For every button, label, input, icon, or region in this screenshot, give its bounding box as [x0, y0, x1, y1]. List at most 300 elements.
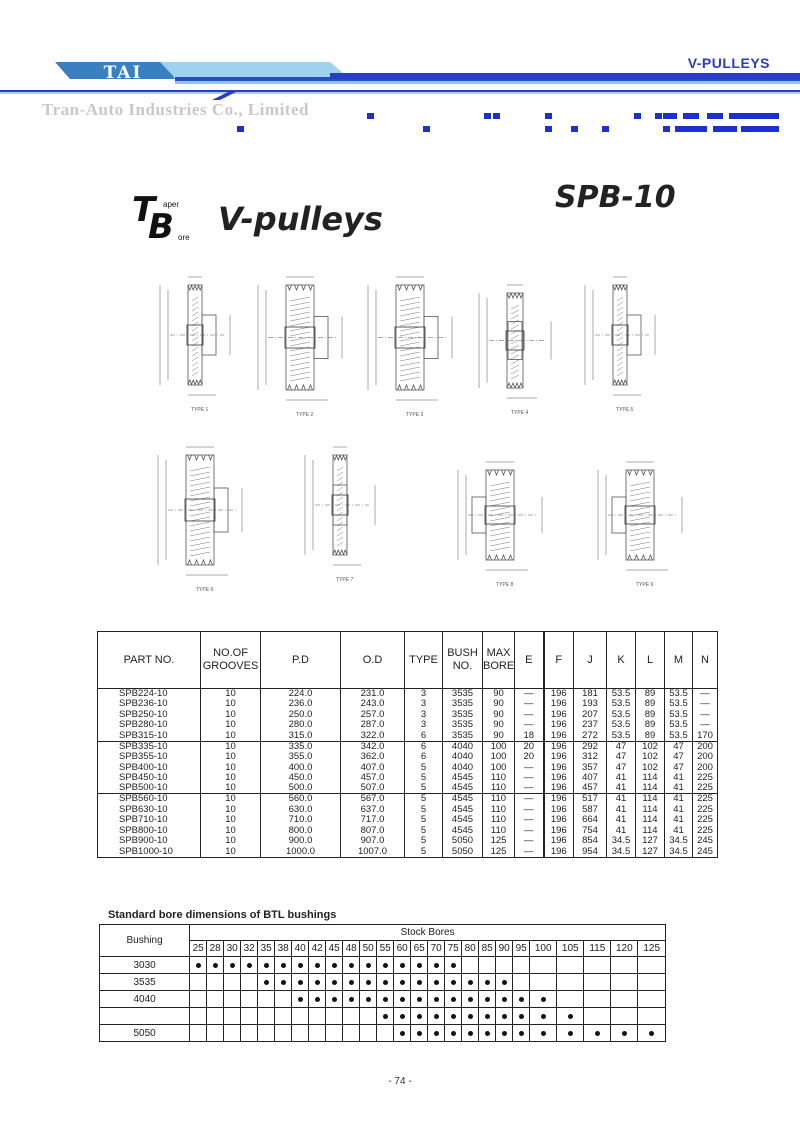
bore-cell — [411, 1025, 428, 1042]
table-cell: 200 — [693, 741, 718, 752]
table-cell: 3 — [405, 720, 443, 731]
table-cell: 280.0 — [261, 720, 341, 731]
bore-size: 95 — [513, 941, 530, 957]
page-header — [0, 0, 800, 130]
table-cell: 90 — [483, 720, 515, 731]
available-dot — [298, 980, 303, 985]
table-cell: — — [515, 826, 544, 837]
bore-cell — [360, 991, 377, 1008]
table-cell: 200 — [693, 762, 718, 773]
bore-size: 120 — [611, 941, 638, 957]
bore-cell — [394, 991, 411, 1008]
table-cell: 10 — [201, 773, 261, 784]
bore-cell — [326, 991, 343, 1008]
bore-cell — [326, 1008, 343, 1025]
bore-cell — [557, 1008, 584, 1025]
table-cell: 1000.0 — [261, 847, 341, 858]
table-cell: 47 — [665, 752, 693, 763]
table-cell: 196 — [544, 741, 574, 752]
available-dot — [264, 963, 269, 968]
table-cell: 507.0 — [341, 783, 405, 794]
available-dot — [485, 1031, 490, 1036]
table-cell: 3535 — [443, 720, 483, 731]
table-cell: 114 — [636, 794, 665, 805]
column-header: TYPE — [405, 632, 443, 689]
bore-cell — [241, 1025, 258, 1042]
bore-cell — [309, 1008, 326, 1025]
table-cell: 196 — [544, 805, 574, 816]
table-cell: 53.5 — [665, 710, 693, 721]
table-cell: 3 — [405, 689, 443, 700]
deco-square — [741, 126, 779, 132]
table-cell: 10 — [201, 805, 261, 816]
deco-square — [675, 126, 707, 132]
bore-cell — [557, 974, 584, 991]
bore-cell — [258, 991, 275, 1008]
table-cell: 53.5 — [665, 699, 693, 710]
table-cell: SPB236-10 — [98, 699, 201, 710]
available-dot — [451, 963, 456, 968]
table-cell: SPB900-10 — [98, 836, 201, 847]
available-dot — [315, 980, 320, 985]
column-header: O.D — [341, 632, 405, 689]
bore-cell — [530, 1008, 557, 1025]
bore-cell — [611, 991, 638, 1008]
section-title: V-PULLEYS — [687, 55, 770, 71]
table-row — [98, 752, 718, 763]
table-cell: SPB1000-10 — [98, 847, 201, 858]
table-cell: 10 — [201, 752, 261, 763]
bore-cell — [377, 957, 394, 974]
table-cell: 224.0 — [261, 689, 341, 700]
bore-size: 40 — [292, 941, 309, 957]
bore-cell — [411, 974, 428, 991]
column-header: NO.OF GROOVES — [201, 632, 261, 689]
table-cell: 196 — [544, 710, 574, 721]
type-label: TYPE 2 — [296, 412, 314, 418]
available-dot — [502, 997, 507, 1002]
table-cell: 407 — [574, 773, 607, 784]
bore-cell — [462, 957, 479, 974]
bore-size: 32 — [241, 941, 258, 957]
table-cell: 127 — [636, 836, 665, 847]
table-cell: 3535 — [443, 689, 483, 700]
bore-cell — [360, 1008, 377, 1025]
stock-bores-header: Stock Bores — [190, 925, 666, 941]
table-cell: — — [515, 847, 544, 858]
available-dot — [485, 997, 490, 1002]
company-logo: TAI — [103, 63, 143, 83]
available-dot — [468, 980, 473, 985]
bore-cell — [309, 974, 326, 991]
table-cell: — — [515, 783, 544, 794]
available-dot — [434, 980, 439, 985]
bore-table — [99, 924, 666, 1042]
table-cell: 6 — [405, 752, 443, 763]
deco-square — [545, 126, 552, 132]
bore-cell — [445, 974, 462, 991]
bore-cell — [513, 1008, 530, 1025]
table-cell: 5 — [405, 794, 443, 805]
bore-cell — [445, 1008, 462, 1025]
bore-cell — [360, 957, 377, 974]
bore-size: 65 — [411, 941, 428, 957]
table-cell: 196 — [544, 826, 574, 837]
bore-cell — [584, 991, 611, 1008]
available-dot — [247, 963, 252, 968]
bushing-label — [100, 1008, 190, 1025]
bushing-label: 5050 — [100, 1025, 190, 1042]
bore-cell — [275, 991, 292, 1008]
table-cell: 236.0 — [261, 699, 341, 710]
available-dot — [366, 980, 371, 985]
pulley-drawing — [258, 277, 342, 400]
table-cell: 717.0 — [341, 815, 405, 826]
bore-cell — [530, 974, 557, 991]
column-header: F — [544, 632, 574, 689]
table-cell: 312 — [574, 752, 607, 763]
available-dot — [649, 1031, 654, 1036]
available-dot — [230, 963, 235, 968]
table-cell: 407.0 — [341, 762, 405, 773]
table-row — [98, 731, 718, 742]
table-cell: 322.0 — [341, 731, 405, 742]
bore-cell — [496, 974, 513, 991]
column-header: E — [515, 632, 544, 689]
bore-cell — [638, 991, 666, 1008]
table-row — [98, 699, 718, 710]
bore-cell — [445, 991, 462, 1008]
table-cell: 4040 — [443, 752, 483, 763]
table-cell: — — [515, 815, 544, 826]
type-label: TYPE 9 — [636, 582, 654, 588]
bore-cell — [292, 974, 309, 991]
table-cell: 6 — [405, 741, 443, 752]
deco-square — [545, 113, 552, 119]
table-cell: 196 — [544, 720, 574, 731]
bushing-label: 4040 — [100, 991, 190, 1008]
table-cell: SPB400-10 — [98, 762, 201, 773]
table-cell: 5 — [405, 836, 443, 847]
bore-cell — [611, 1008, 638, 1025]
bore-size: 30 — [224, 941, 241, 957]
bore-size: 48 — [343, 941, 360, 957]
bore-cell — [377, 1008, 394, 1025]
table-cell: 500.0 — [261, 783, 341, 794]
available-dot — [468, 1014, 473, 1019]
table-cell: SPB355-10 — [98, 752, 201, 763]
type-label: TYPE 4 — [511, 410, 529, 416]
table-cell: 41 — [607, 773, 636, 784]
bore-cell — [584, 957, 611, 974]
table-row — [98, 783, 718, 794]
bore-cell — [241, 957, 258, 974]
table-cell: 10 — [201, 762, 261, 773]
deco-square — [571, 126, 578, 132]
column-header: N — [693, 632, 718, 689]
available-dot — [541, 997, 546, 1002]
bore-cell — [479, 974, 496, 991]
table-cell: 517 — [574, 794, 607, 805]
table-cell: 225 — [693, 815, 718, 826]
table-cell: 114 — [636, 815, 665, 826]
available-dot — [366, 997, 371, 1002]
available-dot — [451, 1014, 456, 1019]
available-dot — [298, 963, 303, 968]
column-header: BUSH NO. — [443, 632, 483, 689]
table-cell: 560.0 — [261, 794, 341, 805]
deco-square — [484, 113, 491, 119]
table-cell: 18 — [515, 731, 544, 742]
table-cell: 196 — [544, 699, 574, 710]
available-dot — [451, 997, 456, 1002]
bore-cell — [513, 957, 530, 974]
table-cell: 225 — [693, 805, 718, 816]
table-cell: 125 — [483, 836, 515, 847]
bore-row — [100, 974, 666, 991]
column-header: P.D — [261, 632, 341, 689]
deco-square — [634, 113, 641, 119]
table-cell: 196 — [544, 847, 574, 858]
table-cell: 250.0 — [261, 710, 341, 721]
bore-row — [100, 957, 666, 974]
bore-cell — [207, 957, 224, 974]
bore-size: 115 — [584, 941, 611, 957]
bore-cell — [224, 1025, 241, 1042]
column-header: MAX BORE — [483, 632, 515, 689]
table-cell: — — [693, 710, 718, 721]
bore-cell — [411, 991, 428, 1008]
bore-cell — [530, 991, 557, 1008]
table-cell: 225 — [693, 794, 718, 805]
table-cell: 5 — [405, 805, 443, 816]
type-label: TYPE 1 — [191, 407, 209, 413]
available-dot — [196, 963, 201, 968]
bore-cell — [428, 1008, 445, 1025]
bore-cell — [394, 974, 411, 991]
bore-size: 45 — [326, 941, 343, 957]
table-cell: 854 — [574, 836, 607, 847]
bore-cell — [557, 957, 584, 974]
bore-cell — [377, 1025, 394, 1042]
available-dot — [519, 1031, 524, 1036]
table-header-row — [98, 632, 718, 689]
bore-size: 35 — [258, 941, 275, 957]
table-cell: 5 — [405, 783, 443, 794]
available-dot — [332, 980, 337, 985]
available-dot — [417, 963, 422, 968]
bore-cell — [241, 1008, 258, 1025]
bore-cell — [428, 991, 445, 1008]
bore-cell — [394, 1008, 411, 1025]
table-cell: 457 — [574, 783, 607, 794]
table-cell: 342.0 — [341, 741, 405, 752]
pulley-drawing — [598, 462, 682, 570]
table-cell: 5 — [405, 847, 443, 858]
bore-cell — [190, 974, 207, 991]
table-cell: 34.5 — [665, 836, 693, 847]
bore-cell — [496, 991, 513, 1008]
bore-size: 125 — [638, 941, 666, 957]
table-cell: 4545 — [443, 826, 483, 837]
table-cell: 245 — [693, 847, 718, 858]
column-header: L — [636, 632, 665, 689]
bore-cell — [309, 991, 326, 1008]
bore-size: 55 — [377, 941, 394, 957]
table-cell: 196 — [544, 689, 574, 700]
table-cell: 10 — [201, 741, 261, 752]
bore-size: 25 — [190, 941, 207, 957]
bore-cell — [207, 1025, 224, 1042]
pulley-drawing — [160, 277, 230, 395]
type-label: TYPE 3 — [406, 412, 424, 418]
available-dot — [485, 1014, 490, 1019]
available-dot — [568, 1014, 573, 1019]
pulley-drawing — [458, 462, 542, 570]
table-cell: 207 — [574, 710, 607, 721]
available-dot — [568, 1031, 573, 1036]
table-cell: SPB630-10 — [98, 805, 201, 816]
bore-size: 75 — [445, 941, 462, 957]
table-cell: 10 — [201, 794, 261, 805]
table-cell: 630.0 — [261, 805, 341, 816]
table-cell: 89 — [636, 699, 665, 710]
table-cell: 41 — [665, 783, 693, 794]
table-cell: 34.5 — [607, 836, 636, 847]
table-cell: 5 — [405, 762, 443, 773]
available-dot — [349, 963, 354, 968]
table-cell: 170 — [693, 731, 718, 742]
table-cell: 4545 — [443, 783, 483, 794]
bore-cell — [611, 974, 638, 991]
bore-cell — [224, 957, 241, 974]
table-cell: 53.5 — [665, 720, 693, 731]
table-cell: 102 — [636, 762, 665, 773]
bore-cell — [343, 957, 360, 974]
table-cell: 237 — [574, 720, 607, 731]
table-cell: 664 — [574, 815, 607, 826]
deco-square — [367, 113, 374, 119]
bore-cell — [462, 1008, 479, 1025]
available-dot — [383, 963, 388, 968]
table-cell: 20 — [515, 741, 544, 752]
bore-size: 100 — [530, 941, 557, 957]
bore-cell — [190, 991, 207, 1008]
bore-cell — [377, 991, 394, 1008]
table-cell: SPB800-10 — [98, 826, 201, 837]
available-dot — [366, 963, 371, 968]
bore-cell — [530, 1025, 557, 1042]
bore-cell — [292, 1008, 309, 1025]
bore-cell — [428, 974, 445, 991]
table-cell: 114 — [636, 783, 665, 794]
bore-cell — [584, 974, 611, 991]
bore-cell — [462, 991, 479, 1008]
table-cell: 110 — [483, 773, 515, 784]
page-number: - 74 - — [388, 1076, 412, 1087]
table-cell: 193 — [574, 699, 607, 710]
table-cell: 47 — [665, 762, 693, 773]
bore-cell — [207, 1008, 224, 1025]
table-cell: 102 — [636, 741, 665, 752]
table-cell: 907.0 — [341, 836, 405, 847]
table-cell: 90 — [483, 710, 515, 721]
bore-cell — [479, 1008, 496, 1025]
table-cell: 335.0 — [261, 741, 341, 752]
table-cell: — — [515, 689, 544, 700]
table-cell: 3535 — [443, 710, 483, 721]
table-cell: SPB560-10 — [98, 794, 201, 805]
table-cell: 41 — [665, 773, 693, 784]
table-cell: SPB224-10 — [98, 689, 201, 700]
bore-cell — [445, 957, 462, 974]
pulley-drawing — [158, 447, 242, 575]
table-cell: 47 — [607, 741, 636, 752]
table-cell: 53.5 — [665, 731, 693, 742]
table-cell: — — [515, 762, 544, 773]
table-cell: 41 — [607, 783, 636, 794]
table-cell: 196 — [544, 731, 574, 742]
pulley-drawing — [368, 277, 452, 400]
table-cell: 287.0 — [341, 720, 405, 731]
table-cell: — — [515, 720, 544, 731]
table-cell: 196 — [544, 836, 574, 847]
table-cell: 110 — [483, 783, 515, 794]
available-dot — [595, 1031, 600, 1036]
bore-cell — [638, 974, 666, 991]
table-cell: 3 — [405, 699, 443, 710]
bore-cell — [638, 957, 666, 974]
table-cell: 6 — [405, 731, 443, 742]
table-cell: 47 — [607, 752, 636, 763]
available-dot — [400, 997, 405, 1002]
column-header: J — [574, 632, 607, 689]
table-cell: 225 — [693, 826, 718, 837]
bore-cell — [479, 957, 496, 974]
table-cell: 400.0 — [261, 762, 341, 773]
available-dot — [400, 980, 405, 985]
bore-table-title: Standard bore dimensions of BTL bushings — [108, 909, 337, 921]
table-cell: 114 — [636, 773, 665, 784]
available-dot — [519, 1014, 524, 1019]
table-cell: 102 — [636, 752, 665, 763]
table-cell: 457.0 — [341, 773, 405, 784]
bore-size: 60 — [394, 941, 411, 957]
bore-cell — [241, 974, 258, 991]
available-dot — [315, 963, 320, 968]
table-cell: 900.0 — [261, 836, 341, 847]
page-title: V-pulleys — [218, 200, 383, 238]
table-cell: 315.0 — [261, 731, 341, 742]
bore-cell — [258, 957, 275, 974]
bore-cell — [360, 1025, 377, 1042]
bore-cell — [292, 957, 309, 974]
deco-square — [493, 113, 500, 119]
table-cell: 450.0 — [261, 773, 341, 784]
table-cell: 196 — [544, 752, 574, 763]
table-cell: 89 — [636, 710, 665, 721]
table-cell: — — [693, 699, 718, 710]
bore-cell — [611, 1025, 638, 1042]
available-dot — [485, 980, 490, 985]
title-letter-t: T — [132, 190, 156, 230]
bore-cell — [275, 1008, 292, 1025]
table-cell: 89 — [636, 689, 665, 700]
bore-cell — [611, 957, 638, 974]
available-dot — [298, 997, 303, 1002]
deco-square — [655, 113, 662, 119]
table-cell: 1007.0 — [341, 847, 405, 858]
